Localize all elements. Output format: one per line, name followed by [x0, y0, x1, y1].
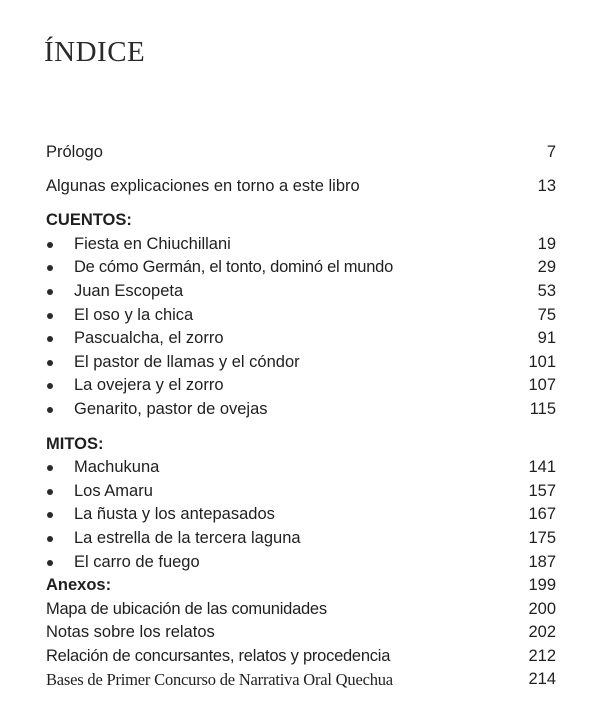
toc-entry-label: El pastor de llamas y el cóndor — [74, 352, 300, 371]
toc-entry-page: 199 — [528, 576, 556, 595]
toc-entry-page: 91 — [537, 329, 556, 348]
bullet-icon — [47, 336, 53, 342]
toc-entry-page: 141 — [528, 458, 556, 477]
toc-entry-label: De cómo Germán, el tonto, dominó el mundo — [74, 258, 394, 277]
toc-entry-label: La ñusta y los antepasados — [74, 505, 275, 524]
bullet-icon — [47, 407, 53, 413]
toc-entry-label: Los Amaru — [74, 481, 153, 500]
toc-entry-page: 29 — [537, 258, 556, 277]
bullet-icon — [47, 265, 53, 271]
list-item — [46, 398, 556, 422]
toc-entry-page: 202 — [528, 623, 556, 642]
toc-entry-prologo — [46, 141, 556, 165]
toc-entry-label: Algunas explicaciones en torno a este libro — [46, 176, 360, 195]
bullet-icon — [47, 489, 53, 495]
toc-entry-label: Mapa de ubicación de las comunidades — [46, 599, 327, 618]
list-item — [46, 327, 556, 351]
toc-entry-page: 187 — [528, 552, 556, 571]
toc-entry-page: 19 — [537, 234, 556, 253]
toc-entry-label: La ovejera y el zorro — [74, 376, 224, 395]
toc-entry-explicaciones — [46, 175, 556, 199]
bullet-icon — [47, 242, 53, 248]
list-item — [46, 480, 556, 504]
bullet-icon — [47, 313, 53, 319]
page-title: ÍNDICE — [44, 36, 146, 68]
toc-entry-label: Juan Escopeta — [74, 281, 184, 300]
list-item — [46, 551, 556, 575]
toc-entry-page: 13 — [537, 176, 556, 195]
list-item — [46, 598, 556, 622]
table-of-contents — [46, 141, 556, 692]
toc-entry-label: El carro de fuego — [74, 552, 200, 571]
list-item — [46, 527, 556, 551]
bullet-icon — [47, 360, 53, 366]
toc-entry-label: La estrella de la tercera laguna — [74, 528, 301, 547]
list-item — [46, 280, 556, 304]
toc-entry-label: Fiesta en Chiuchillani — [74, 234, 231, 253]
list-item — [46, 256, 556, 280]
toc-entry-page: 101 — [528, 352, 556, 371]
toc-entry-page: 157 — [528, 481, 556, 500]
toc-entry-label: Prólogo — [46, 143, 103, 161]
toc-entry-page: 167 — [528, 505, 556, 524]
bullet-icon — [47, 465, 53, 471]
list-item — [46, 503, 556, 527]
list-item — [46, 621, 556, 645]
section-heading-cuentos — [46, 209, 556, 233]
toc-entry-label: El oso y la chica — [74, 305, 194, 324]
toc-entry-label: Pascualcha, el zorro — [74, 329, 224, 348]
toc-entry-page: 200 — [528, 599, 556, 618]
toc-entry-page: 115 — [529, 399, 556, 418]
list-item — [46, 304, 556, 328]
section-heading-label: Anexos: — [46, 576, 112, 595]
bullet-icon — [47, 512, 53, 518]
list-item — [46, 668, 556, 692]
list-item — [46, 374, 556, 398]
toc-entry-page: 175 — [528, 528, 556, 547]
list-item — [46, 645, 556, 669]
section-heading-label: CUENTOS: — [46, 211, 132, 230]
toc-entry-page: 53 — [537, 281, 556, 300]
toc-entry-page: 214 — [528, 670, 556, 689]
section-heading-mitos — [46, 433, 556, 457]
toc-entry-page: 107 — [528, 376, 556, 395]
toc-entry-page: 212 — [528, 646, 556, 665]
list-item — [46, 456, 556, 480]
toc-entry-label: Notas sobre los relatos — [46, 623, 215, 642]
bullet-icon — [47, 536, 53, 542]
toc-entry-label: Bases de Primer Concurso de Narrativa Oral Quechua — [46, 670, 393, 690]
section-heading-anexos — [46, 574, 556, 598]
bullet-icon — [47, 560, 53, 566]
bullet-icon — [47, 383, 53, 389]
toc-entry-label: Machukuna — [74, 458, 160, 477]
list-item — [46, 351, 556, 375]
toc-entry-label: Genarito, pastor de ovejas — [74, 399, 268, 418]
bullet-icon — [47, 289, 53, 295]
toc-entry-label: Relación de concursantes, relatos y procedencia — [46, 646, 391, 665]
section-heading-label: MITOS: — [46, 434, 104, 453]
list-item — [46, 233, 556, 257]
toc-entry-page: 75 — [537, 305, 556, 324]
toc-entry-page: 7 — [546, 143, 556, 161]
